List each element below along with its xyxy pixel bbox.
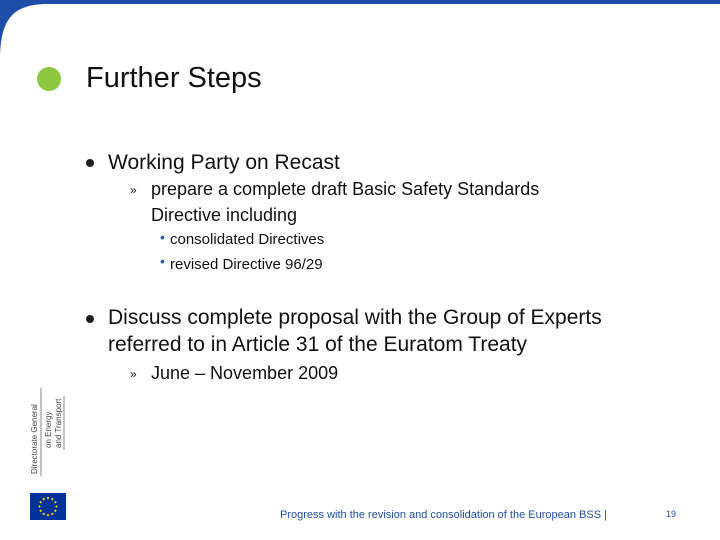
eu-flag-icon (30, 493, 66, 520)
subsub-bullet-marker: • (160, 229, 165, 245)
eu-star (55, 505, 57, 507)
eu-star (43, 498, 45, 500)
sub-bullet-text-line: Directive including (151, 205, 298, 225)
sub-bullet-text-line: prepare a complete draft Basic Safety Standards (151, 179, 540, 199)
logo-text-line: Directorate General (30, 404, 39, 474)
subsub-bullet-text: revised Directive 96/29 (170, 256, 323, 273)
bullet-dot (86, 315, 94, 323)
eu-star (54, 501, 56, 503)
bullet-text: Working Party on Recast (108, 151, 340, 174)
subsub-bullet-text: consolidated Directives (170, 231, 325, 248)
header-band (0, 0, 720, 70)
eu-star (51, 498, 53, 500)
logo-text-line: on Energy (44, 411, 53, 448)
title-bullet-dot (37, 67, 61, 91)
eu-star (51, 513, 53, 515)
bullet-text-line: referred to in Article 31 of the Euratom Treaty (108, 333, 528, 356)
eu-star (40, 501, 42, 503)
slide-title: Further Steps (86, 62, 262, 94)
eu-star (47, 497, 49, 499)
dg-energy-transport-logo (24, 388, 84, 476)
eu-star (38, 505, 40, 507)
eu-star (47, 514, 49, 516)
sub-bullet-marker: » (130, 367, 137, 381)
eu-star (54, 510, 56, 512)
logo-text-line: and Transport (54, 398, 63, 448)
sub-bullet-marker: » (130, 183, 137, 197)
page-number: 19 (666, 509, 677, 519)
footer-text: Progress with the revision and consolidation of the European BSS | (280, 509, 607, 521)
eu-star (43, 513, 45, 515)
bullet-text-line: Discuss complete proposal with the Group of Experts (108, 306, 602, 329)
subsub-bullet-marker: • (160, 253, 165, 269)
bullet-dot (86, 159, 94, 167)
eu-star (40, 510, 42, 512)
sub-bullet-text: June – November 2009 (151, 363, 339, 383)
